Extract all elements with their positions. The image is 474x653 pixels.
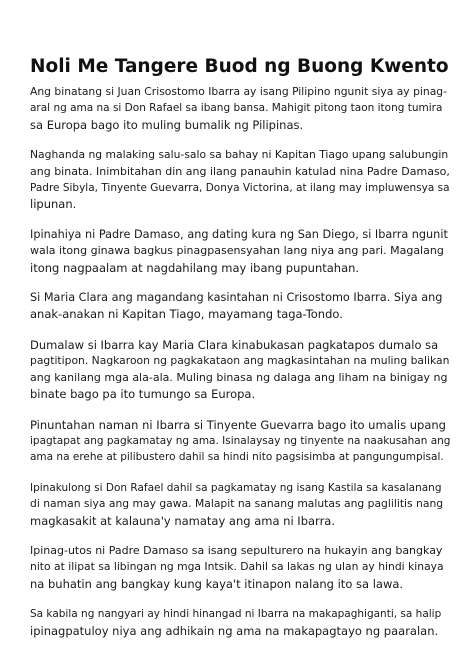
text-line: ang binata. Inimbitahan din ang ilang panauhin katulad nina Padre Damaso, <box>30 164 450 178</box>
paragraph-3 <box>30 227 450 276</box>
paragraph-2 <box>30 147 450 213</box>
text-line: Pinuntahan naman ni Ibarra si Tinyente Guevarra bago ito umalis upang <box>30 417 446 432</box>
paragraph-4 <box>30 290 450 323</box>
text-line: pagtitipon. Nagkaroon ng pagkakataon ang magkasintahan na muling balikan <box>30 354 450 368</box>
text-line: Naghanda ng malaking salu-salo sa bahay ni Kapitan Tiago upang salubungin <box>30 148 449 162</box>
paragraph-5 <box>30 337 450 403</box>
paragraph-9 <box>30 606 450 639</box>
text-line: Ang binatang si Juan Crisostomo Ibarra ay isang Pilipino ngunit siya ay pinag- <box>30 85 448 98</box>
text-line: nito at ilipat sa libingan ng mga Intsik. Dahil sa lakas ng ulan ay hindi kinaya <box>30 560 444 574</box>
text-line: Si Maria Clara ang magandang kasintahan ni Crisostomo Ibarra. Siya ang <box>30 291 443 305</box>
text-line: Dumalaw si Ibarra kay Maria Clara kinabukasan pagkatapos dumalo sa <box>30 337 439 352</box>
paragraph-7 <box>30 480 450 529</box>
text-line: ama na erehe at pilibustero dahil sa hindi nito pagsisimba at pangungumpisal. <box>30 451 444 464</box>
text-line: itong nagpaalam at nagdahilang may ibang pupuntahan. <box>30 260 360 275</box>
text-line: ang kanilang mga ala-ala. Muling binasa ng dalaga ang liham na binigay ng <box>30 370 448 384</box>
text-line: sa Europa bago ito muling bumalik ng Pilipinas. <box>30 117 304 132</box>
text-line: Ipinag-utos ni Padre Damaso sa isang sepulturero na hukayin ang bangkay <box>30 543 443 557</box>
text-line: Sa kabila ng nangyari ay hindi hinangad ni Ibarra na makapaghiganti, sa halip <box>30 608 442 621</box>
text-line: lipunan. <box>30 197 77 212</box>
text-line: magkasakit at kalauna'y namatay ang ama ni Ibarra. <box>30 513 335 528</box>
text-line: na buhatin ang bangkay kung kaya't itinapon nalang ito sa lawa. <box>30 576 404 591</box>
document-title: Noli Me Tangere Buod ng Buong Kwento <box>30 56 449 77</box>
text-line: anak-anakan ni Kapitan Tiago, mayamang taga-Tondo. <box>30 307 343 322</box>
text-line: ipinagpatuloy niya ang adhikain ng ama na makapagtayo ng paaralan. <box>30 623 439 638</box>
document-body <box>30 84 450 653</box>
text-line: Ipinakulong si Don Rafael dahil sa pagkamatay ng isang Kastila sa kasalanang <box>30 481 442 494</box>
paragraph-6 <box>30 417 450 466</box>
text-line: aral ng ama na si Don Rafael sa ibang bansa. Mahigit pitong taon itong tumira <box>30 102 443 115</box>
text-line: Padre Sibyla, Tinyente Guevarra, Donya Victorina, at ilang may impluwensya sa <box>30 182 450 195</box>
text-line: binate bago pa ito tumungo sa Europa. <box>30 387 256 402</box>
paragraph-1 <box>30 84 450 133</box>
text-line: ipagtapat ang pagkamatay ng ama. Isinalaysay ng tinyente na naakusahan ang <box>30 434 451 447</box>
text-line: wala itong ginawa bagkus pinagpasensyahan lang niya ang pari. Magalang <box>30 244 444 258</box>
paragraph-8 <box>30 543 450 592</box>
text-line: di naman siya ang may gawa. Malapit na sanang malutas ang paglilitis nang <box>30 497 444 511</box>
text-line: Ipinahiya ni Padre Damaso, ang dating kura ng San Diego, si Ibarra ngunit <box>30 227 448 241</box>
